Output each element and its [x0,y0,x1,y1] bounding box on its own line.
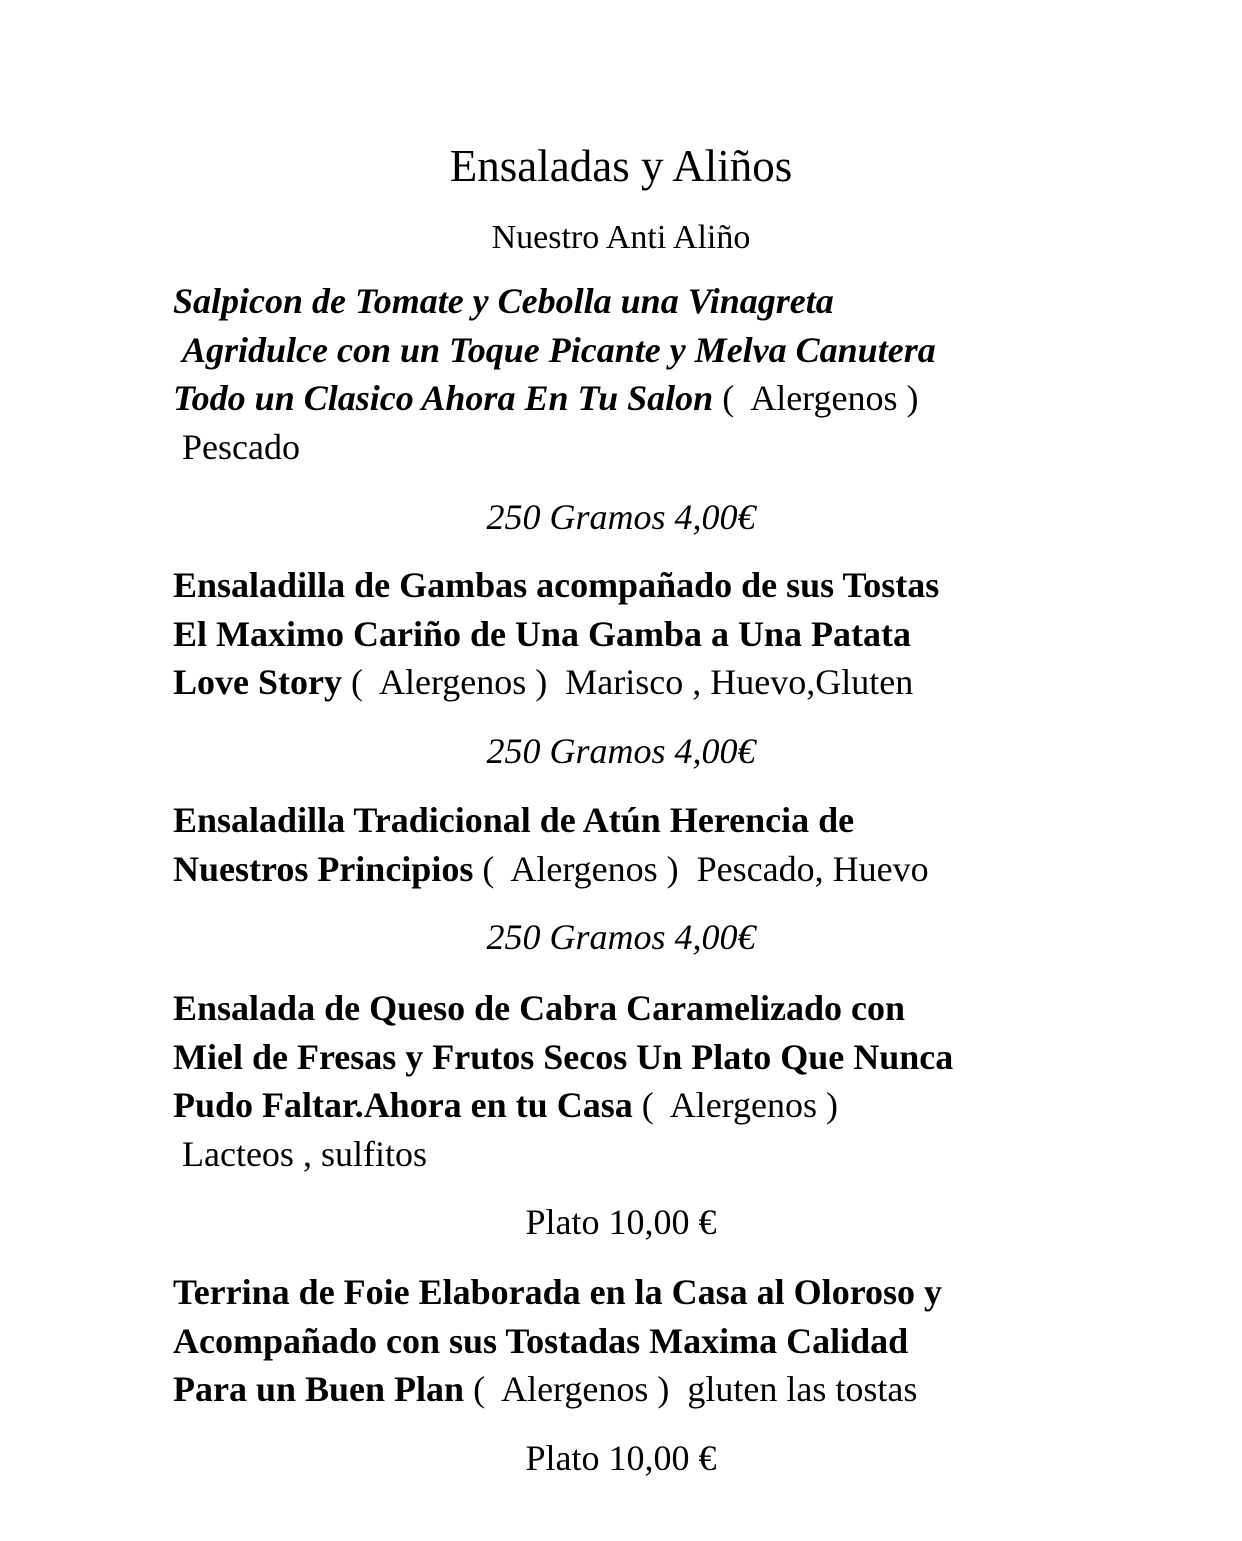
menu-item-ensaladilla-atun [173,796,1073,893]
page-subtitle: Nuestro Anti Aliño [491,219,751,256]
dish-name: Ensaladilla Tradicional de Atún Herencia de Nuestros Principios [173,800,855,889]
item-price: Plato 10,00 € [525,1438,717,1478]
item-price: 250 Gramos 4,00€ [486,731,756,771]
dish-name: Terrina de Foie Elaborada en la Casa al Oloroso y Acompañado con sus Tostadas Maxima Calidad Para un Buen Plan [173,1272,943,1409]
menu-item-salpicon [173,277,1073,471]
allergen-info: ( Alergenos ) Pescado, Huevo [473,848,929,889]
allergen-info: ( Alergenos ) Lacteos , sulfitos [182,1085,838,1174]
dish-name: Ensalada de Queso de Cabra Caramelizado con Miel de Fresas y Frutos Secos Un Plato Que Nunca Pudo Faltar.Ahora en tu Casa [173,988,954,1125]
page-title: Ensaladas y Aliños [449,141,793,191]
item-price: 250 Gramos 4,00€ [486,917,756,957]
item-price: Plato 10,00 € [525,1202,717,1242]
allergen-info: ( Alergenos ) Marisco , Huevo,Gluten [341,662,914,702]
allergen-info: ( Alergenos ) Pescado [182,378,919,467]
item-price: 250 Gramos 4,00€ [486,497,756,537]
dish-name: Ensaladilla de Gambas acompañado de sus Tostas El Maximo Cariño de Una Gamba a Una Patata Love Story [173,565,940,702]
dish-name: Salpicon de Tomate y Cebolla una Vinagreta Agridulce con un Toque Picante y Melva Canutera Todo un Clasico Ahora En Tu Salon [173,281,936,418]
menu-item-ensalada-queso-cabra [173,984,1073,1178]
menu-item-ensaladilla-gambas [173,561,1073,707]
allergen-info: ( Alergenos ) gluten las tostas [464,1369,918,1409]
menu-item-terrina-foie [173,1268,1073,1414]
